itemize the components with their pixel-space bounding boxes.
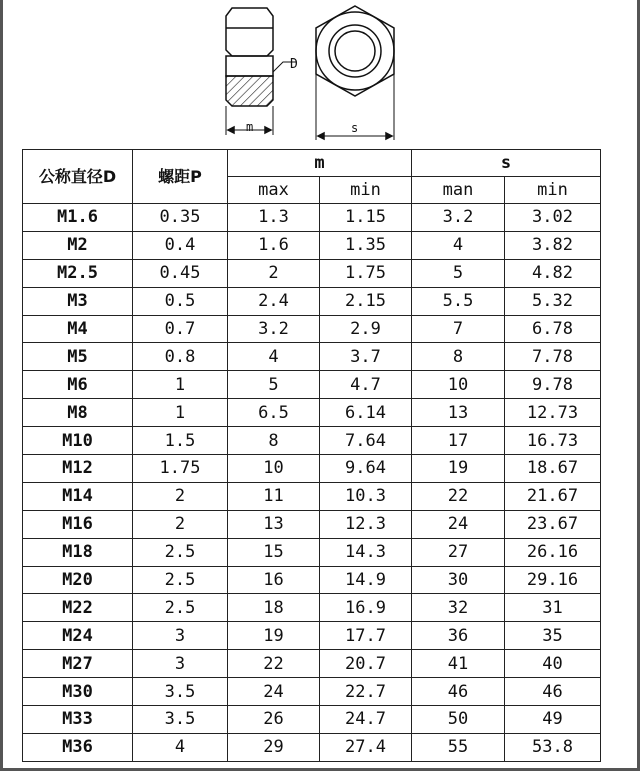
cell-m-max: 1.3: [228, 204, 320, 232]
cell-m-min: 1.15: [320, 204, 412, 232]
cell-m-max: 5: [228, 371, 320, 399]
cell-size: M4: [23, 315, 133, 343]
cell-size: M2.5: [23, 259, 133, 287]
cell-s-min: 46: [505, 678, 601, 706]
cell-m-min: 10.3: [320, 482, 412, 510]
cell-s-min: 21.67: [505, 482, 601, 510]
nut-top-view: [316, 6, 394, 140]
cell-s-max: 3.2: [412, 204, 505, 232]
header-pitch: 螺距P: [133, 150, 228, 204]
cell-s-min: 40: [505, 650, 601, 678]
cell-m-min: 14.9: [320, 566, 412, 594]
hex-nut-diagram: [210, 0, 430, 145]
cell-pitch: 0.4: [133, 231, 228, 259]
table-row: [23, 482, 601, 510]
cell-size: M30: [23, 678, 133, 706]
table-row: [23, 427, 601, 455]
cell-pitch: 1.75: [133, 455, 228, 483]
cell-s-min: 6.78: [505, 315, 601, 343]
cell-m-min: 22.7: [320, 678, 412, 706]
cell-size: M2: [23, 231, 133, 259]
s-arrow-right: [386, 133, 392, 139]
cell-m-max: 2: [228, 259, 320, 287]
cell-m-max: 8: [228, 427, 320, 455]
cell-pitch: 0.7: [133, 315, 228, 343]
cell-m-max: 16: [228, 566, 320, 594]
cell-s-min: 3.02: [505, 204, 601, 232]
cell-size: M10: [23, 427, 133, 455]
nut-side-view: [226, 8, 296, 135]
nut-dimension-table: [22, 149, 601, 762]
cell-m-min: 14.3: [320, 538, 412, 566]
cell-s-max: 30: [412, 566, 505, 594]
cell-m-min: 1.35: [320, 231, 412, 259]
cell-s-min: 31: [505, 594, 601, 622]
cell-size: M18: [23, 538, 133, 566]
cell-s-min: 4.82: [505, 259, 601, 287]
cell-m-min: 6.14: [320, 399, 412, 427]
cell-s-min: 7.78: [505, 343, 601, 371]
cell-s-max: 19: [412, 455, 505, 483]
cell-m-max: 26: [228, 706, 320, 734]
cell-size: M20: [23, 566, 133, 594]
cell-s-max: 24: [412, 510, 505, 538]
cell-s-min: 53.8: [505, 733, 601, 761]
cell-m-min: 2.15: [320, 287, 412, 315]
cell-m-min: 16.9: [320, 594, 412, 622]
header-s: s: [412, 150, 601, 177]
table-body: [23, 204, 601, 762]
table-row: [23, 678, 601, 706]
cell-size: M6: [23, 371, 133, 399]
cell-size: M36: [23, 733, 133, 761]
table-row: [23, 287, 601, 315]
cell-s-max: 32: [412, 594, 505, 622]
side-upper-body: [226, 8, 273, 56]
frame-left-border: [0, 0, 3, 771]
cell-s-max: 22: [412, 482, 505, 510]
cell-size: M16: [23, 510, 133, 538]
cell-pitch: 0.35: [133, 204, 228, 232]
table-row: [23, 622, 601, 650]
cell-pitch: 2.5: [133, 566, 228, 594]
cell-size: M27: [23, 650, 133, 678]
cell-pitch: 1: [133, 371, 228, 399]
cell-s-min: 49: [505, 706, 601, 734]
cell-m-max: 15: [228, 538, 320, 566]
cell-pitch: 0.5: [133, 287, 228, 315]
label-s: s: [351, 121, 359, 135]
table-row: [23, 455, 601, 483]
cell-size: M12: [23, 455, 133, 483]
cell-s-min: 5.32: [505, 287, 601, 315]
top-hexagon: [316, 6, 394, 96]
cell-pitch: 4: [133, 733, 228, 761]
cell-s-min: 3.82: [505, 231, 601, 259]
cell-pitch: 3: [133, 650, 228, 678]
cell-s-min: 12.73: [505, 399, 601, 427]
cell-m-min: 20.7: [320, 650, 412, 678]
cell-s-min: 16.73: [505, 427, 601, 455]
table-row: [23, 231, 601, 259]
top-chamfer-circle: [316, 12, 394, 90]
cell-pitch: 0.45: [133, 259, 228, 287]
top-bore-circle: [335, 31, 375, 71]
cell-m-min: 24.7: [320, 706, 412, 734]
table-row: [23, 706, 601, 734]
cell-pitch: 0.8: [133, 343, 228, 371]
cell-m-max: 10: [228, 455, 320, 483]
cell-pitch: 2.5: [133, 594, 228, 622]
table-row: [23, 315, 601, 343]
cell-size: M33: [23, 706, 133, 734]
cell-s-min: 29.16: [505, 566, 601, 594]
table-row: [23, 538, 601, 566]
header-m: m: [228, 150, 412, 177]
header-s-max: man: [412, 177, 505, 204]
cell-s-max: 17: [412, 427, 505, 455]
table-row: [23, 371, 601, 399]
cell-m-max: 6.5: [228, 399, 320, 427]
cell-s-max: 7: [412, 315, 505, 343]
cell-pitch: 2.5: [133, 538, 228, 566]
cell-m-min: 4.7: [320, 371, 412, 399]
cell-m-max: 4: [228, 343, 320, 371]
cell-size: M1.6: [23, 204, 133, 232]
s-arrow-left: [318, 133, 324, 139]
cell-m-min: 2.9: [320, 315, 412, 343]
cell-s-min: 18.67: [505, 455, 601, 483]
table-row: [23, 594, 601, 622]
header-m-max: max: [228, 177, 320, 204]
table-row: [23, 510, 601, 538]
cell-m-min: 12.3: [320, 510, 412, 538]
cell-pitch: 1.5: [133, 427, 228, 455]
cell-s-max: 8: [412, 343, 505, 371]
cell-s-max: 50: [412, 706, 505, 734]
cell-s-max: 46: [412, 678, 505, 706]
cell-pitch: 3.5: [133, 706, 228, 734]
cell-s-max: 55: [412, 733, 505, 761]
m-arrow-right: [265, 127, 271, 133]
table-row: [23, 259, 601, 287]
cell-size: M8: [23, 399, 133, 427]
cell-s-max: 5.5: [412, 287, 505, 315]
cell-m-min: 1.75: [320, 259, 412, 287]
table-row: [23, 733, 601, 761]
cell-m-max: 13: [228, 510, 320, 538]
table-row: [23, 399, 601, 427]
cell-m-max: 29: [228, 733, 320, 761]
cell-m-max: 18: [228, 594, 320, 622]
cell-size: M22: [23, 594, 133, 622]
top-thread-circle: [329, 25, 381, 77]
cell-m-min: 7.64: [320, 427, 412, 455]
cell-s-min: 35: [505, 622, 601, 650]
cell-m-min: 3.7: [320, 343, 412, 371]
cell-m-min: 9.64: [320, 455, 412, 483]
table-row: [23, 650, 601, 678]
cell-s-max: 5: [412, 259, 505, 287]
cell-m-max: 1.6: [228, 231, 320, 259]
cell-m-max: 22: [228, 650, 320, 678]
cell-s-max: 10: [412, 371, 505, 399]
header-s-min: min: [505, 177, 601, 204]
table-row: [23, 204, 601, 232]
cell-size: M5: [23, 343, 133, 371]
cell-size: M24: [23, 622, 133, 650]
cell-m-max: 3.2: [228, 315, 320, 343]
cell-s-max: 41: [412, 650, 505, 678]
label-d: D: [290, 57, 298, 72]
header-m-min: min: [320, 177, 412, 204]
cell-s-max: 27: [412, 538, 505, 566]
cell-m-max: 19: [228, 622, 320, 650]
side-thread-window: [226, 56, 273, 76]
cell-m-min: 17.7: [320, 622, 412, 650]
cell-m-max: 11: [228, 482, 320, 510]
cell-s-min: 9.78: [505, 371, 601, 399]
cell-pitch: 1: [133, 399, 228, 427]
cell-pitch: 3.5: [133, 678, 228, 706]
cell-s-max: 36: [412, 622, 505, 650]
label-m: m: [246, 120, 254, 134]
table-row: [23, 343, 601, 371]
cell-pitch: 2: [133, 482, 228, 510]
m-arrow-left: [228, 127, 234, 133]
table-row: [23, 566, 601, 594]
cell-s-max: 13: [412, 399, 505, 427]
side-hatched-section: [226, 76, 273, 106]
cell-s-min: 26.16: [505, 538, 601, 566]
cell-pitch: 3: [133, 622, 228, 650]
cell-s-min: 23.67: [505, 510, 601, 538]
cell-pitch: 2: [133, 510, 228, 538]
cell-s-max: 4: [412, 231, 505, 259]
cell-size: M14: [23, 482, 133, 510]
cell-m-max: 24: [228, 678, 320, 706]
cell-m-max: 2.4: [228, 287, 320, 315]
cell-size: M3: [23, 287, 133, 315]
header-nominal-diameter: 公称直径D: [23, 150, 133, 204]
cell-m-min: 27.4: [320, 733, 412, 761]
